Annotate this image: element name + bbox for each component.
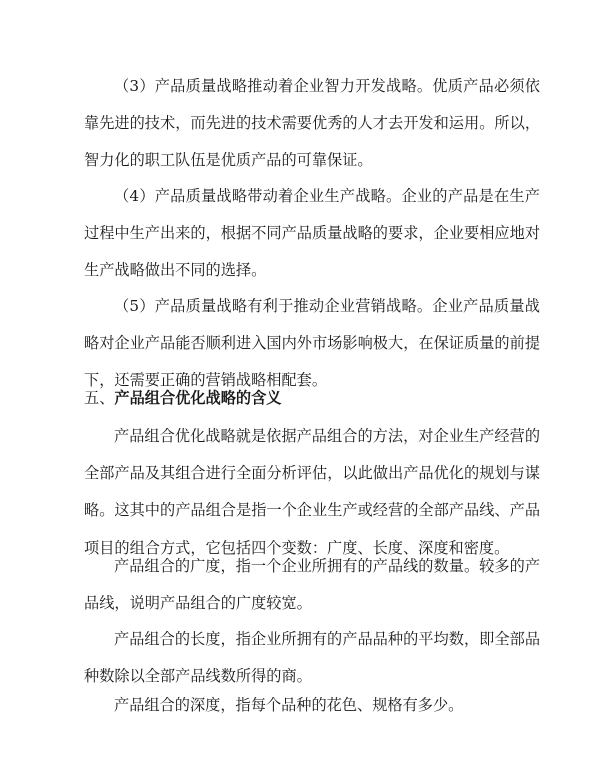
paragraph-intellectual-development: （3）产品质量战略推动着企业智力开发战略。优质产品必须依靠先进的技术，而先进的技术需要优秀的人才去开发和运用。所以，智力化的职工队伍是优质产品的可靠保证。 <box>84 77 540 170</box>
paragraph-marketing-strategy: （5）产品质量战略有利于推动企业营销战略。企业产品质量战略对企业产品能否顺利进入国内外市场影响极大，在保证质量的前提下，还需要正确的营销战略相配套。 <box>84 297 540 390</box>
section-title: 产品组合优化战略的含义 <box>114 389 282 407</box>
paragraph-portfolio-breadth: 产品组合的广度，指一个企业所拥有的产品线的数量。较多的产品线，说明产品组合的广度较宽。 <box>84 557 540 613</box>
section-heading <box>84 380 540 417</box>
paragraph-production-strategy: （4）产品质量战略带动着企业生产战略。企业的产品是在生产过程中生产出来的，根据不同产品质量战略的要求，企业要相应地对生产战略做出不同的选择。 <box>84 187 540 280</box>
section-number: 五、 <box>84 389 115 407</box>
paragraph-portfolio-definition: 产品组合优化战略就是依据产品组合的方法，对企业生产经营的全部产品及其组合进行全面分析评估，以此做出产品优化的规划与谋略。这其中的产品组合是指一个企业生产或经营的全部产品线、产品项目的组合方式，它包括四个变数：广度、长度、深度和密度。 <box>84 427 540 557</box>
paragraph-portfolio-length: 产品组合的长度，指企业所拥有的产品品种的平均数，即全部品种数除以全部产品线数所得的商。 <box>84 630 540 686</box>
paragraph-portfolio-depth: 产品组合的深度，指每个品种的花色、规格有多少。 <box>114 696 464 714</box>
